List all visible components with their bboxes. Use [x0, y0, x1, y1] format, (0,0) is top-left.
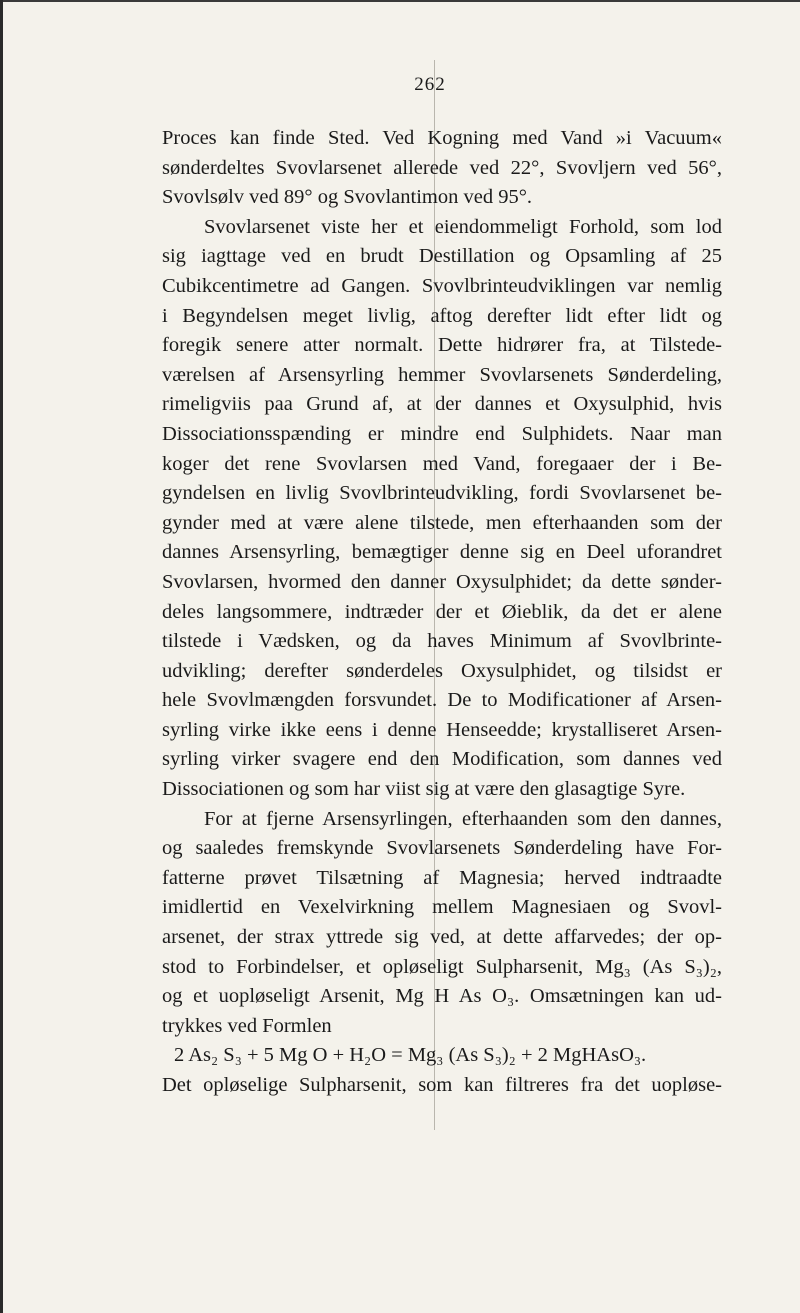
body-text — [162, 124, 722, 1101]
text-line: dannes Arsensyrling, bemægtiger denne sig en Deel uforandret — [162, 541, 722, 564]
text-line: og saaledes fremskynde Svovlarsenets Sønderdeling have For- — [162, 837, 722, 860]
text-line: syrling virke ikke eens i denne Henseedde; krystalliseret Arsen- — [162, 718, 722, 741]
text-line: tilstede i Vædsken, og da haves Minimum af Svovlbrinte- — [162, 630, 722, 653]
scan-left-edge — [0, 0, 3, 1313]
text-line: rimeligviis paa Grund af, at der dannes et Oxysulphid, hvis — [162, 393, 722, 416]
text-line: Det opløselige Sulpharsenit, som kan filtreres fra det uopløse- — [162, 1074, 722, 1096]
text-line: For at fjerne Arsensyrlingen, efterhaanden som den dannes, — [204, 807, 722, 830]
text-line: stod to Forbindelser, et opløseligt Sulpharsenit, Mg₃ (As S₃)₂, — [162, 955, 722, 978]
text-line: sig iagttage ved en brudt Destillation og Opsamling af 25 — [162, 245, 722, 268]
text-line: hele Svovlmængden forsvundet. De to Modificationer af Arsen- — [162, 689, 722, 712]
text-line: syrling virker svagere end den Modification, som dannes ved — [162, 748, 722, 771]
text-line: og et uopløseligt Arsenit, Mg H As O₃. Omsætningen kan ud- — [162, 985, 722, 1008]
text-line: koger det rene Svovlarsen med Vand, foregaaer der i Be- — [162, 452, 722, 475]
text-line: udvikling; derefter sønderdeles Oxysulphidet, og tilsidst er — [162, 659, 722, 682]
text-line: gynder med at være alene tilstede, men efterhaanden som der — [162, 511, 722, 534]
text-line: i Begyndelsen meget livlig, aftog derefter lidt efter lidt og — [162, 304, 722, 327]
text-line: foregik senere atter normalt. Dette hidrører fra, at Tilstede- — [162, 334, 722, 357]
scan-top-edge — [0, 0, 800, 2]
page-number: 262 — [414, 74, 446, 95]
text-line: Cubikcentimetre ad Gangen. Svovlbrinteudviklingen var nemlig — [162, 274, 722, 297]
text-line: trykkes ved Formlen — [162, 1014, 332, 1037]
text-line: fatterne prøvet Tilsætning af Magnesia; herved indtraadte — [162, 866, 722, 889]
text-line: Proces kan finde Sted. Ved Kogning med Vand »i Vacuum« — [162, 127, 722, 149]
text-line: Svovlsølv ved 89° og Svovlantimon ved 95°. — [162, 186, 533, 209]
text-line: gyndelsen en livlig Svovlbrinteudvikling, fordi Svovlarsenet be- — [162, 482, 722, 505]
text-line: Svovlarsenet viste her et eiendommeligt Forhold, som lod — [204, 215, 722, 238]
text-line: sønderdeltes Svovlarsenet allerede ved 22°, Svovljern ved 56°, — [162, 156, 722, 179]
text-line: Dissociationen og som har viist sig at være den glasagtige Syre. — [162, 778, 686, 801]
text-line: Svovlarsen, hvormed den danner Oxysulphidet; da dette sønder- — [162, 570, 722, 593]
text-line: Dissociationsspænding er mindre end Sulphidets. Naar man — [162, 422, 722, 445]
text-line: imidlertid en Vexelvirkning mellem Magnesiaen og Svovl- — [162, 896, 722, 919]
chemical-formula: 2 As₂ S₃ + 5 Mg O + H₂O = Mg₃ (As S₃)₂ + 2 MgHAsO₃. — [174, 1044, 647, 1067]
text-line: deles langsommere, indtræder der et Øieblik, da det er alene — [162, 600, 722, 623]
text-line: arsenet, der strax yttrede sig ved, at dette affarvedes; der op- — [162, 926, 722, 949]
text-line: værelsen af Arsensyrling hemmer Svovlarsenets Sønderdeling, — [162, 363, 722, 386]
